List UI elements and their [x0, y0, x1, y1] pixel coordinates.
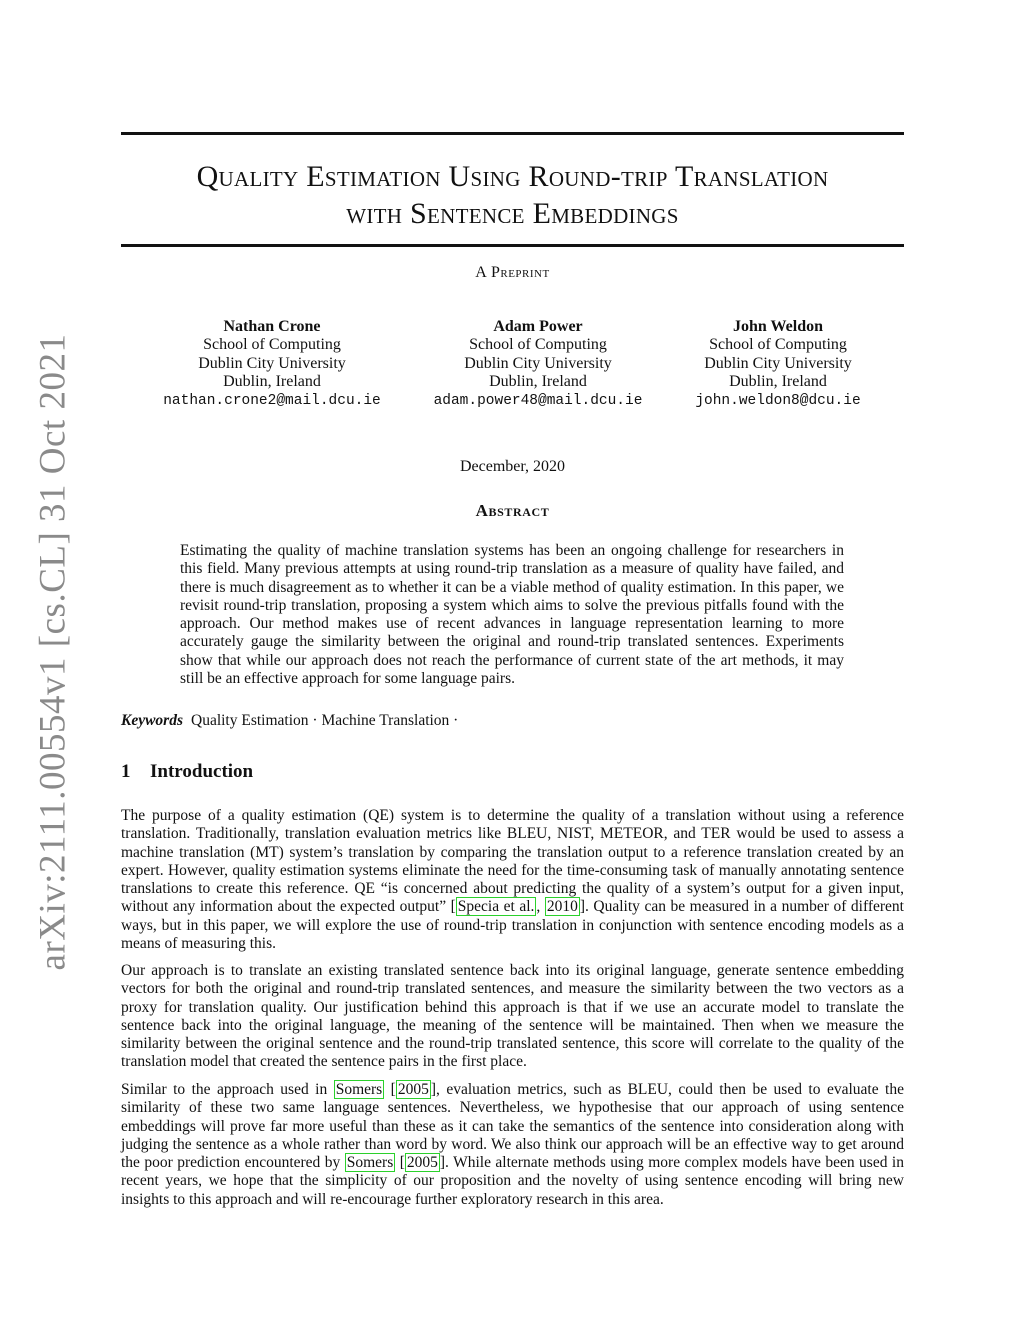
- author-location: Dublin, Ireland: [489, 373, 587, 391]
- paragraph: [121, 807, 904, 953]
- citation-link[interactable]: Specia et al.: [457, 898, 535, 916]
- author-block: [147, 318, 397, 410]
- paragraph: [121, 1081, 904, 1209]
- arxiv-identifier: arXiv:2111.00554v1 [cs.CL] 31 Oct 2021: [32, 333, 74, 971]
- paragraph-text: The purpose of a quality estimation (QE) system is to determine the quality of a translation without using a reference translation. Traditionally, translation evaluation metrics like BLEU, NIST, METEOR, and TER would be used to assess a machine translation (MT) system’s translation by comparing the translation output to a reference translation created by an expert. However, quality estimation systems eliminate the need for the time-consuming task of manually annotating sentence translations to create this reference. QE “is concerned about predicting the quality of a system’s output for a given input, without any information about the expected output” [: [121, 807, 904, 916]
- section-heading: [121, 761, 253, 783]
- author-school: School of Computing: [469, 336, 607, 354]
- paragraph: Our approach is to translate an existing translated sentence back into its original language, generate sentence embedding vectors for both the original and round-trip translated sentences, and measure the similarity between the two vectors as a proxy for translation quality. Our justification behind this approach is that if we use an accurate model to translate the sentence back into the original language, the meaning of the sentence will be maintained. Then when we measure the similarity between the original sentence and the round-trip translated sentence, this score will correlate to the quality of the translation model that created the sentence pairs in the first place.: [121, 962, 904, 1071]
- keywords-text: Quality Estimation · Machine Translation ·: [191, 712, 459, 729]
- author-email[interactable]: nathan.crone2@mail.dcu.ie: [163, 392, 381, 409]
- paragraph-text: ]. While alternate methods using more complex models have been used in recent years, we hope that the simplicity of our proposition and the novelty of using sentence encoding will bring new insights to this approach and will re-encourage further exploratory research in this area.: [121, 1154, 904, 1208]
- citation-separator: [: [384, 1081, 396, 1098]
- paper-title: [121, 158, 904, 232]
- publication-date: December, 2020: [459, 458, 566, 475]
- citation-year-link[interactable]: 2005: [397, 1081, 429, 1098]
- author-name: Nathan Crone: [223, 318, 321, 335]
- author-university: Dublin City University: [704, 354, 852, 372]
- title-line-1: Quality Estimation Using Round-trip Translation: [196, 160, 829, 193]
- author-block: [653, 318, 903, 410]
- author-email[interactable]: adam.power48@mail.dcu.ie: [433, 392, 643, 409]
- abstract-text: Estimating the quality of machine translation systems has been an ongoing challenge for researchers in this field. Many previous attempts at using round-trip translation as a measure of quality have failed, and there is much disagreement as to whether it can be a viable method of quality estimation. In this paper, we revisit round-trip translation, proposing a system which aims to solve the previous pitfalls found with the approach. Our method makes use of recent advances in language representation learning to more accurately gauge the similarity between the original and round-trip translated sentences. Experiments show that while our approach does not reach the performance of current state of the art methods, it may still be an effective approach for some language pairs.: [180, 542, 844, 688]
- citation-link[interactable]: Somers: [346, 1154, 394, 1172]
- preprint-label: A Preprint: [475, 264, 550, 281]
- keywords: [121, 712, 458, 730]
- citation-year-link[interactable]: 2005: [406, 1154, 438, 1172]
- section-title: Introduction: [150, 761, 254, 782]
- author-name: Adam Power: [493, 318, 583, 335]
- title-line-2: with Sentence Embeddings: [346, 197, 679, 230]
- paragraph-text: ], evaluation metrics, such as BLEU, could then be used to evaluate the similarity of these two same language sentences. Nevertheless, we hypothesise that our approach of using sentence embeddings will prove far more useful than these as it can take the semantics of the sentence into consideration along with judging the sentence as a whole rather than word by word. We also think our approach will be an effective way to get around the poor prediction encountered by: [121, 1081, 904, 1172]
- keywords-label: Keywords: [121, 712, 183, 729]
- citation-separator: [: [395, 1154, 405, 1172]
- citation-separator: ,: [536, 898, 545, 916]
- author-email[interactable]: john.weldon8@dcu.ie: [695, 392, 861, 409]
- paragraph-text: ]. Quality can be measured in a number of different ways, but in this paper, we will explore the use of round-trip translation in conjunction with sentence encoding models as a means of measuring this.: [121, 898, 904, 953]
- title-top-rule: [121, 132, 904, 135]
- citation-link[interactable]: Somers: [335, 1081, 383, 1098]
- author-school: School of Computing: [203, 336, 341, 354]
- citation-year-link[interactable]: 2010: [546, 898, 578, 916]
- title-bottom-rule: [121, 244, 904, 247]
- author-name: John Weldon: [733, 318, 823, 335]
- paragraph-text: Similar to the approach used in: [121, 1081, 334, 1098]
- author-location: Dublin, Ireland: [729, 373, 827, 391]
- author-location: Dublin, Ireland: [223, 373, 321, 391]
- author-university: Dublin City University: [198, 354, 346, 372]
- abstract-heading: Abstract: [475, 501, 550, 520]
- author-school: School of Computing: [709, 336, 847, 354]
- section-number: 1: [121, 761, 131, 782]
- author-block: [413, 318, 663, 410]
- author-university: Dublin City University: [464, 354, 612, 372]
